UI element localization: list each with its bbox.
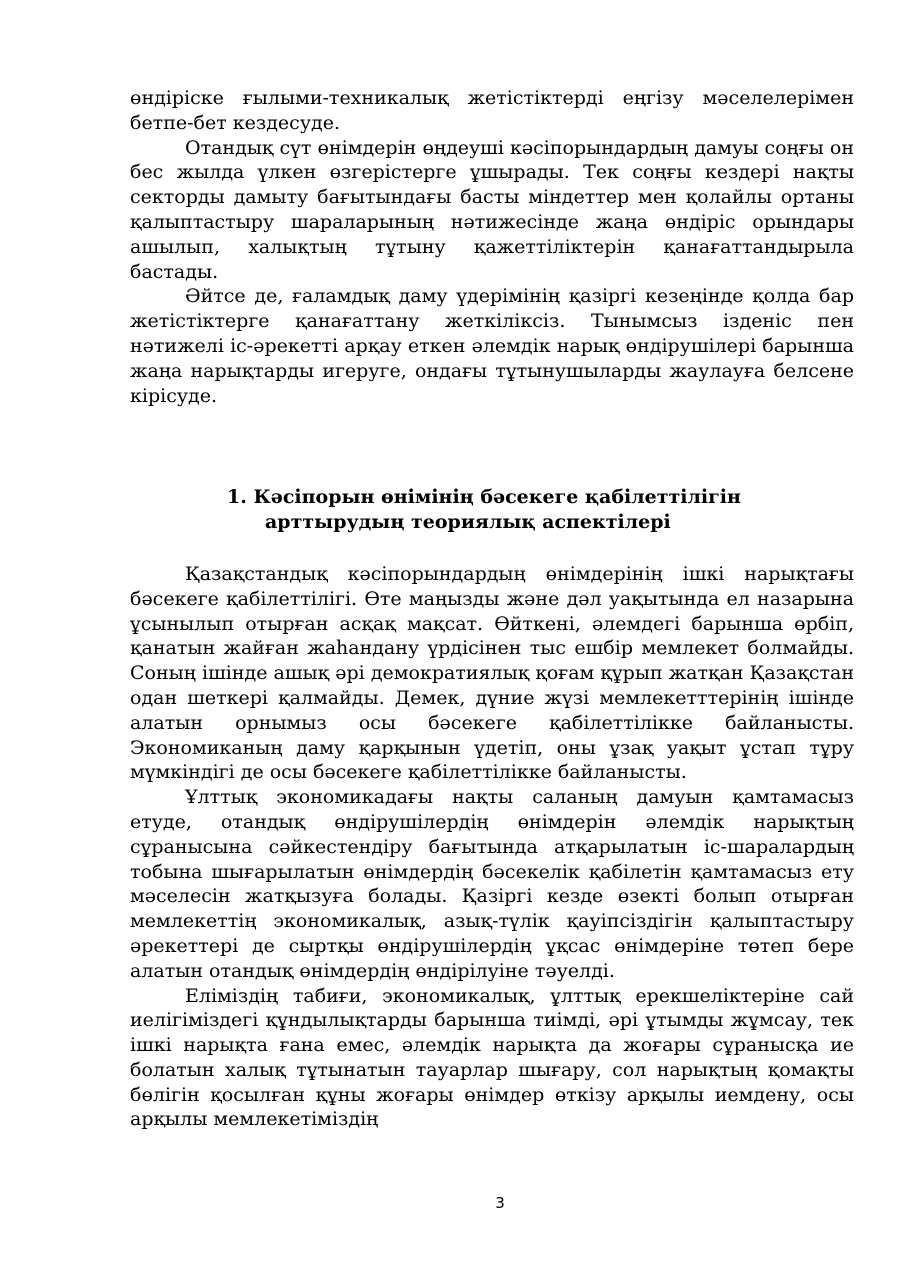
paragraph-dairy-industry: Отандық сүт өнімдерін өңдеуші кәсіпорындардың дамуы соңғы он бес жылда үлкен өзгерістерге ұшырады. Тек соңғы кездері нақты секторды дамыту бағытындағы басты міндеттер мен қолайлы ортаны қалыптастыру шараларының нәтижесінде жаңа өндіріс орындары ашылып, халықтың тұтыну қажеттіліктерін қанағаттандырыла бастады. [130,136,854,283]
paragraph-national-economy: Ұлттық экономикадағы нақты саланың дамуын қамтамасыз етуде, отандық өндірушілердің өнімдерін әлемдік нарықтың сұранысына сәйкестендіру бағытында атқарылатын іс-шаралардың тобына шығарылатын өнімдердің бәсекелік қабілетін қамтамасыз ету мәселесін жатқызуға болады. Қазіргі кезде өзекті болып отырған мемлекеттің экономикалық, азық-түлік қауіпсіздігін қалыптастыру әрекеттері де сыртқы өндірушілердің ұқсас өнімдеріне төтеп бере алатын отандық өнімдердің өндірілуіне тәуелді. [130,786,854,982]
paragraph-global-development: Әйтсе де, ғаламдық даму үдерімінің қазіргі кезеңінде қолда бар жетістіктерге қанағаттану жеткіліксіз. Тынымсыз ізденіс пен нәтижелі іс-әрекетті арқау еткен әлемдік нарық өндірушілері барынша жаңа нарықтарды игеруге, ондағы тұтынушыларды жаулауға белсене кірісуде. [130,285,854,407]
paragraph-competitiveness: Қазақстандық кәсіпорындардың өнімдерінің ішкі нарықтағы бәсекеге қабілеттілігі. Өте маңызды және дәл уақытында ел назарына ұсынылып отырған асқақ мақсат. Өйткені, әлемдегі барынша өрбіп, қанатын жайған жаһандану үрдісінен тыс ешбір мемлекет болмайды. Соның ішінде ашық әрі демократиялық қоғам құрып жатқан Қазақстан одан шеткері қалмайды. Демек, дүние жүзі мемлекетттерінің ішінде алатын орнымыз осы бәсекеге қабілеттілікке байланысты. Экономиканың даму қарқынын үдетіп, оны ұзақ уақыт ұстап тұру мүмкіндігі де осы бәсекеге қабілеттілікке байланысты. [130,562,854,784]
page-number: 3 [495,1194,505,1212]
heading-gap [130,535,854,562]
paragraph-continuation: өндіріске ғылыми-техникалық жетістіктерді еңгізу мәселелерімен бетпе-бет кездесуде. [130,87,854,134]
paragraph-national-resources: Еліміздің табиғи, экономикалық, ұлттық ерекшеліктеріне сай иелігіміздегі құндылықтарды барынша тиімді, әрі ұтымды жұмсау, тек ішкі нарықта ғана емес, әлемдік нарықта да жоғары сұранысқа ие болатын халық тұтынатын тауарлар шығару, сол нарықтың қомақты бөлігін қосылған құны жоғары өнімдер өткізу арқылы иемдену, осы арқылы мемлекетіміздің [130,984,854,1131]
section-heading-line-2: арттырудың теориялық аспектілері [265,511,671,534]
section-heading-line-1: 1. Кәсіпорын өнімінің бәсекеге қабілеттілігін [227,486,741,509]
document-page [130,86,854,1132]
section-gap [130,408,854,485]
section-heading [130,485,854,535]
